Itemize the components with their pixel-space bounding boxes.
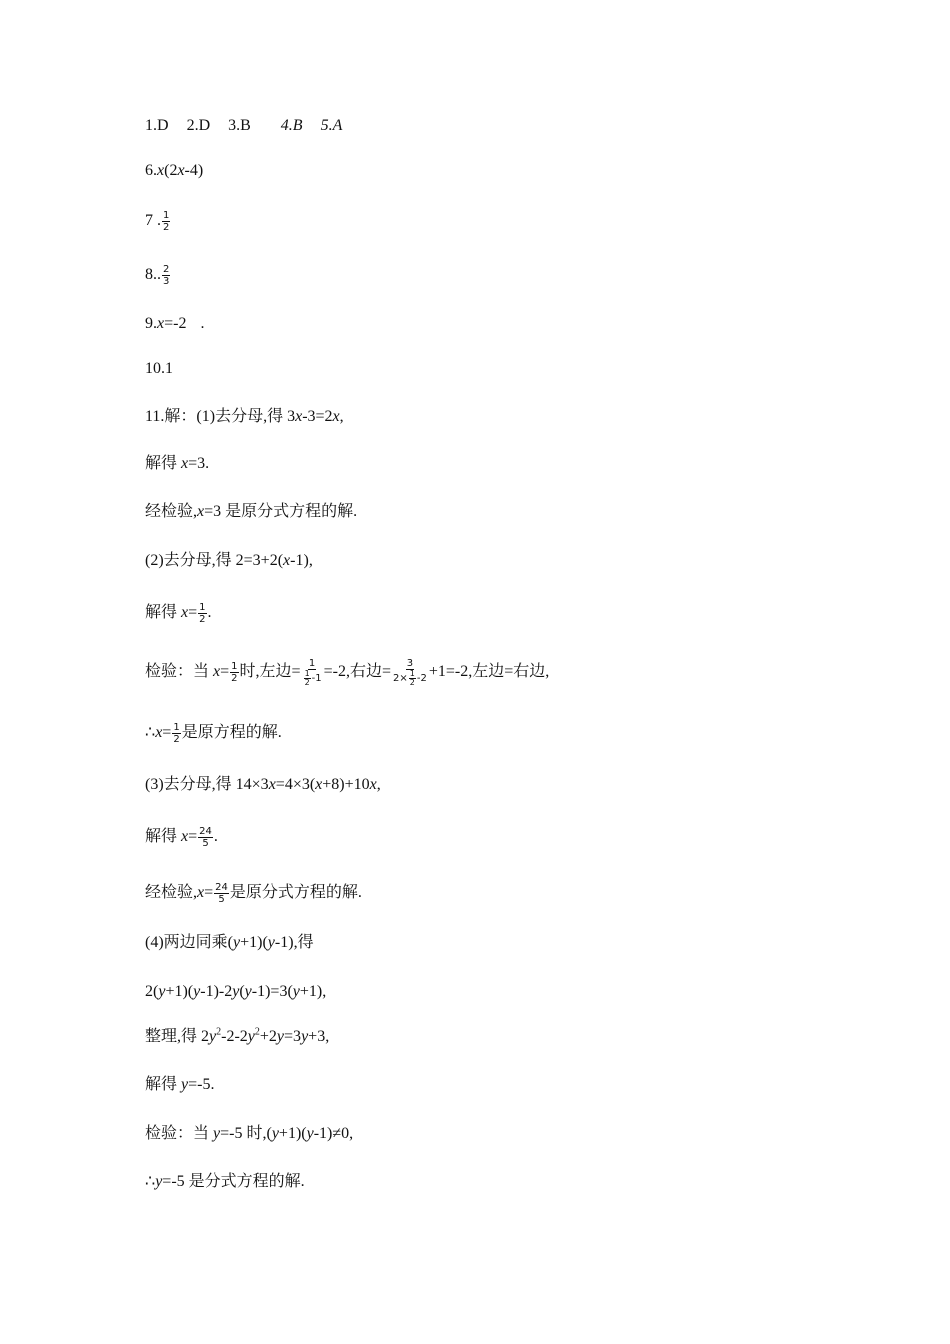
answer-1: 1.D xyxy=(145,117,169,134)
answer-2: 2.D xyxy=(186,117,211,134)
answer-8: 8.. $\frac{2}{3}$ xyxy=(145,264,170,287)
q11-line-3: 经检验,x=3 是原分式方程的解. xyxy=(145,503,358,520)
q11-line-7: ∴x= $\frac{1}{2}$ 是原方程的解. xyxy=(145,722,282,745)
q11-line-10: 经检验,x= $\frac{24}{5}$ 是原分式方程的解. xyxy=(145,882,362,905)
q11-line-6: 检验：当 x= $\frac{1}{2}$ 时,左边= 1 $\frac{1}{2}$ -1 =-2,右边= 3 2× $\frac{1}{2}$ -2 +1=-2,左边=右边, xyxy=(145,658,550,687)
q11-line-11: (4)两边同乘(y+1)(y-1),得 xyxy=(145,934,314,951)
fraction: $\frac{1}{2}$ xyxy=(231,661,238,684)
answer-9: 9.x=-2 . xyxy=(145,315,205,332)
q11-line-9: 解得 x= $\frac{24}{5}$ . xyxy=(145,826,218,849)
fraction: $\frac{24}{5}$ xyxy=(199,826,212,849)
answer-line-1-5 xyxy=(145,116,342,136)
answer-3: 3.B xyxy=(228,117,251,134)
complex-fraction: 3 2× $\frac{1}{2}$ -2 xyxy=(393,658,427,687)
fraction: $\frac{1}{2}$ xyxy=(163,210,170,233)
q11-line-12: 2(y+1)(y-1)-2y(y-1)=3(y+1), xyxy=(145,983,327,1000)
q11-line-2: 解得 x=3. xyxy=(145,455,210,472)
q11-line-4: (2)去分母,得 2=3+2(x-1), xyxy=(145,552,313,569)
complex-fraction: 1 $\frac{1}{2}$ -1 xyxy=(304,658,322,687)
q11-line-1: 11.解：(1)去分母,得 3x-3=2x, xyxy=(145,408,344,425)
q11-line-8: (3)去分母,得 14×3x=4×3(x+8)+10x, xyxy=(145,776,381,793)
fraction: $\frac{24}{5}$ xyxy=(215,882,228,905)
fraction: $\frac{2}{3}$ xyxy=(163,264,170,287)
q11-line-13: 整理,得 $2y^2-2-2y^2+2y=3y+3$, xyxy=(145,1026,330,1045)
answer-5: 5.A xyxy=(320,117,343,134)
fraction: $\frac{1}{2}$ xyxy=(173,722,180,745)
q11-line-5: 解得 x= $\frac{1}{2}$ . xyxy=(145,602,212,625)
answer-6: 6.x(2x-4) xyxy=(145,162,204,179)
answer-7: 7 . $\frac{1}{2}$ xyxy=(145,210,170,233)
q11-line-14: 解得 y=-5. xyxy=(145,1076,215,1093)
q11-line-15: 检验：当 y=-5 时,(y+1)(y-1)≠0, xyxy=(145,1125,354,1142)
answer-4: 4.B xyxy=(280,117,303,134)
answer-10: 10.1 xyxy=(145,360,173,377)
fraction: $\frac{1}{2}$ xyxy=(199,602,206,625)
q11-line-16: ∴y=-5 是分式方程的解. xyxy=(145,1173,305,1190)
